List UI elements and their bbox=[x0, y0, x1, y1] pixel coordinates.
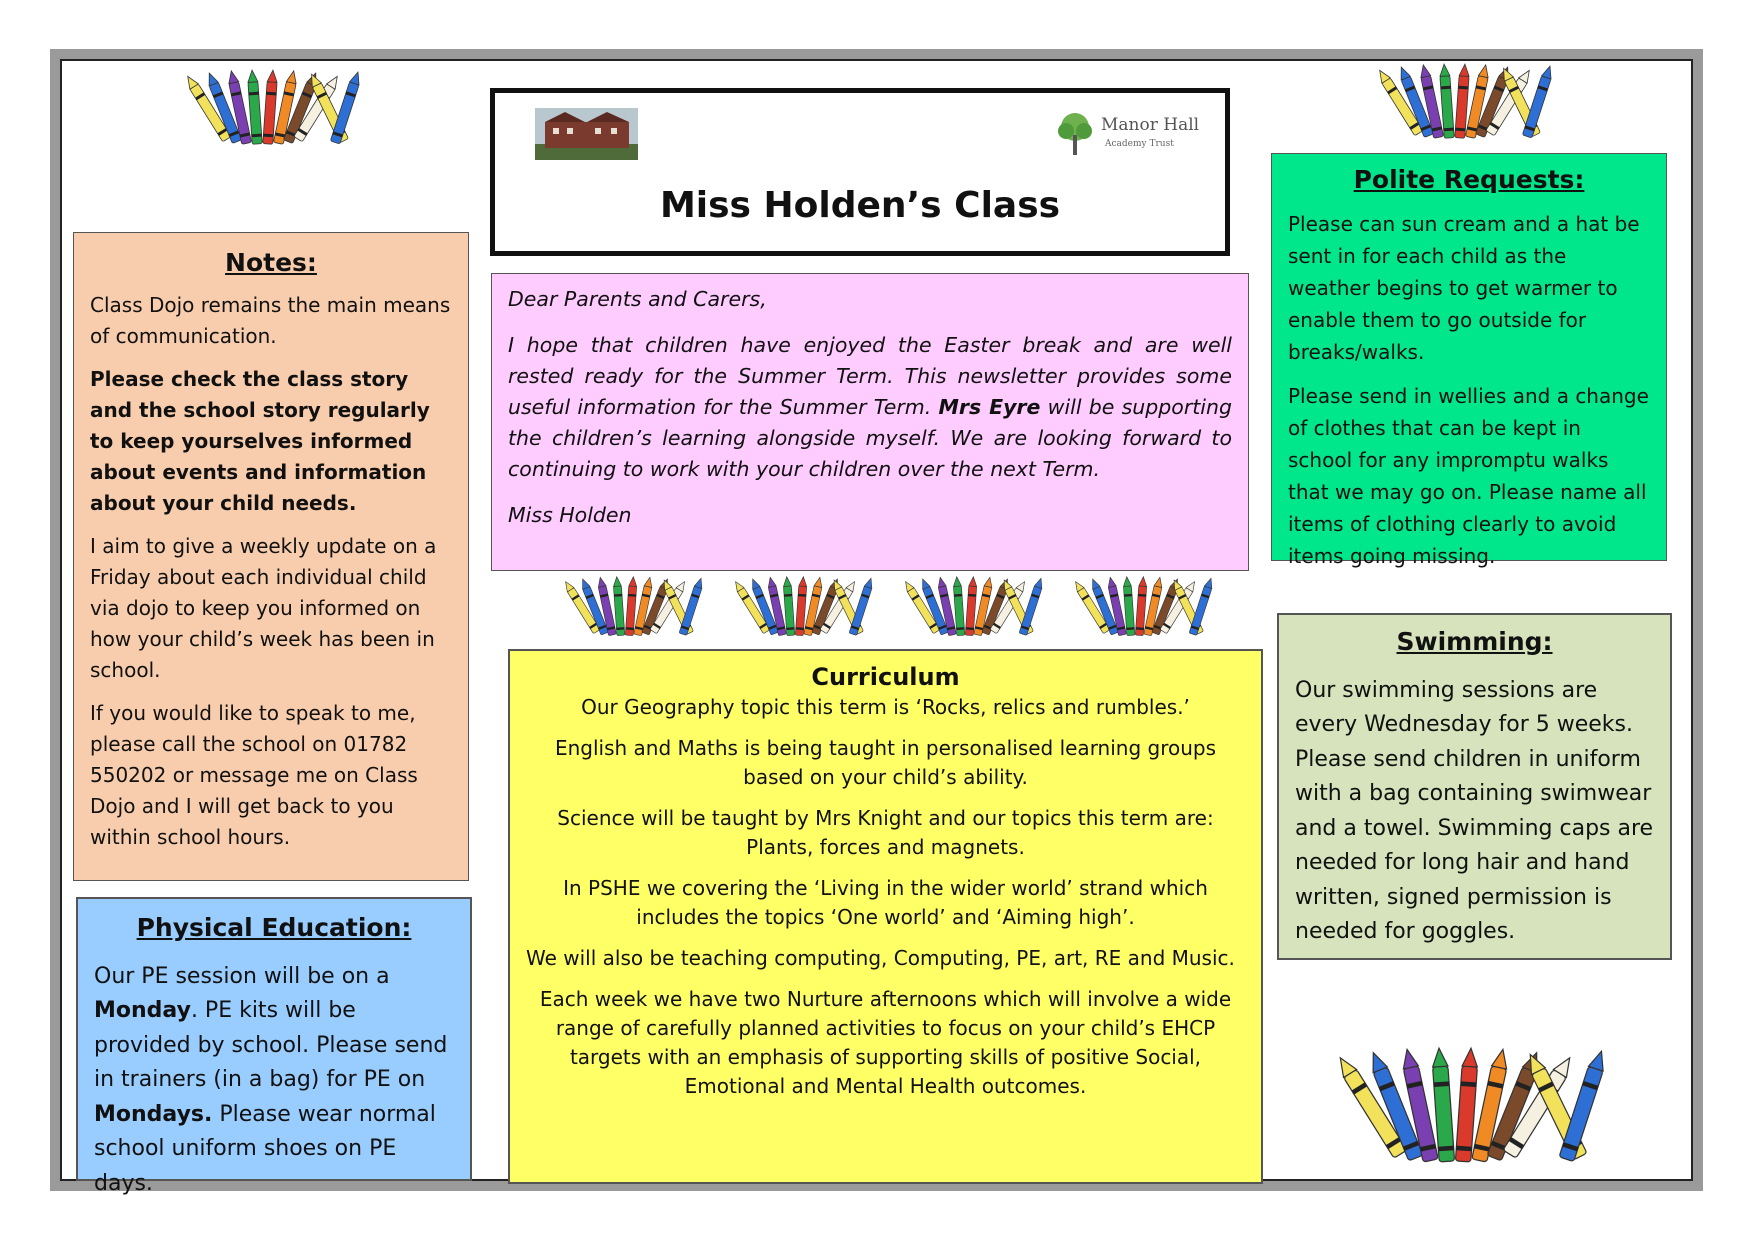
letter-signoff: Miss Holden bbox=[508, 503, 632, 527]
letter-text: I hope that children have enjoyed the Easter break and are well rested ready for the Summer Term. This newsletter provides some useful information for the Summer Term. bbox=[508, 333, 1232, 419]
letter-greeting: Dear Parents and Carers, bbox=[508, 287, 767, 311]
swimming-heading: Swimming: bbox=[1396, 627, 1553, 656]
notes-paragraph: Class Dojo remains the main means of communication. bbox=[90, 293, 451, 348]
pe-text-part: Our PE session will be on a bbox=[94, 963, 390, 989]
newsletter-header bbox=[490, 88, 1230, 256]
pe-heading: Physical Education: bbox=[136, 913, 412, 942]
polite-requests-paragraph: Please send in wellies and a change of clothes that can be kept in school for any impromptu walks that we may go on. Please name all items of clothing clearly to avoid items going missing. bbox=[1288, 384, 1649, 568]
polite-requests-heading: Polite Requests: bbox=[1353, 165, 1585, 194]
physical-education-panel bbox=[76, 897, 472, 1196]
notes-heading: Notes: bbox=[225, 248, 317, 277]
page-title: Miss Holden’s Class bbox=[659, 185, 1061, 226]
notes-panel bbox=[73, 232, 469, 881]
curriculum-item: Each week we have two Nurture afternoons which will involve a wide range of carefully planned activities to focus on your child’s EHCP targets with an emphasis of supporting skills of positive Social, Emotional and Mental Health outcomes. bbox=[539, 987, 1232, 1098]
school-building-image bbox=[535, 108, 638, 160]
crayon-bundle-icon bbox=[1067, 575, 1227, 645]
logo-name: Manor Hall bbox=[1101, 115, 1200, 135]
polite-requests-paragraph: Please can sun cream and a hat be sent in for each child as the weather begins to get warmer to enable them to go outside for breaks/walks. bbox=[1288, 212, 1640, 364]
crayon-bundle-icon bbox=[185, 68, 370, 156]
crayon-bundle-icon bbox=[557, 575, 717, 645]
letter-text: will be supporting the children’s learning alongside myself. We are looking forward to continuing to work with your children over the next Term. bbox=[508, 395, 1232, 481]
swimming-paragraph: Our swimming sessions are every Wednesday for 5 weeks. Please send children in uniform with a bag containing swimwear and a towel. Swimming caps are needed for long hair and hand written, signed permission is needed for goggles. bbox=[1295, 677, 1654, 944]
curriculum-item: We will also be teaching computing, Computing, PE, art, RE and Music. bbox=[526, 946, 1235, 970]
tree-icon bbox=[1055, 111, 1095, 157]
curriculum-heading: Curriculum bbox=[811, 663, 960, 691]
pe-text-part: Please wear normal school uniform shoes on PE days. bbox=[94, 1101, 436, 1196]
curriculum-panel bbox=[508, 649, 1263, 1184]
pe-day: Mondays. bbox=[94, 1101, 213, 1127]
curriculum-item: Our Geography topic this term is ‘Rocks, relics and rumbles.’ bbox=[581, 695, 1190, 719]
parent-letter bbox=[491, 273, 1249, 571]
letter-teacher-name: Mrs Eyre bbox=[938, 395, 1041, 419]
crayon-bundle-icon bbox=[1328, 1045, 1628, 1180]
curriculum-item: English and Maths is being taught in personalised learning groups based on your child’s ability. bbox=[554, 736, 1217, 789]
pe-day: Monday bbox=[94, 998, 191, 1023]
pe-text bbox=[94, 960, 454, 1202]
notes-paragraph-bold: Please check the class story and the school story regularly to keep yourselves informed about events and information about your child needs. bbox=[90, 367, 430, 515]
polite-requests-panel bbox=[1271, 153, 1667, 568]
crayon-bundle-icon bbox=[727, 575, 887, 645]
swimming-panel bbox=[1277, 613, 1672, 960]
notes-paragraph: If you would like to speak to me, please call the school on 01782 550202 or message me on Class Dojo and I will get back to you within school hours. bbox=[90, 701, 418, 849]
pe-text-part: . PE kits will be provided by school. Please send in trainers (in a bag) for PE on bbox=[94, 998, 448, 1092]
letter-body bbox=[508, 330, 1232, 485]
curriculum-item: In PSHE we covering the ‘Living in the wider world’ strand which includes the topics ‘One world’ and ‘Aiming high’. bbox=[563, 876, 1208, 929]
academy-logo bbox=[1055, 111, 1200, 157]
crayon-bundle-icon bbox=[1377, 62, 1562, 150]
logo-subtitle: Academy Trust bbox=[1105, 139, 1174, 149]
curriculum-item: Science will be taught by Mrs Knight and our topics this term are: Plants, forces and magnets. bbox=[557, 806, 1214, 859]
crayon-bundle-icon bbox=[897, 575, 1057, 645]
notes-paragraph: I aim to give a weekly update on a Friday about each individual child via dojo to keep you informed on how your child’s week has been in school. bbox=[90, 534, 437, 682]
